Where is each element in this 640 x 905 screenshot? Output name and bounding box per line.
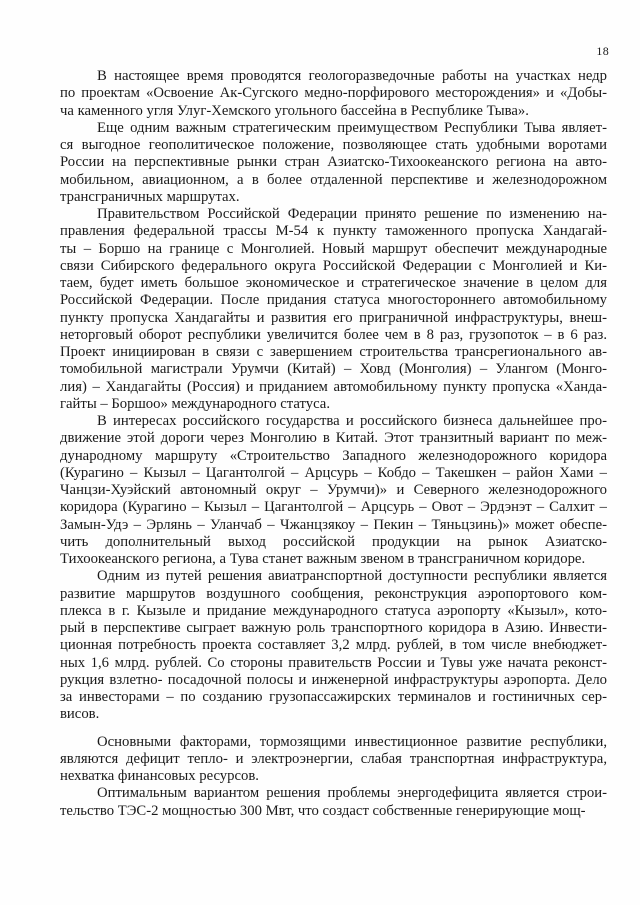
text-line: Российской Федерации. После придания статуса многостороннего автомобильному [60, 292, 607, 309]
text-line: таем, будет иметь большое экономическое и стратегическое значение в целом для [60, 275, 607, 291]
paragraph [60, 568, 607, 723]
text-line: России на перспективные рынки стран Азиатско-Тихоокеанского региона на авто- [60, 154, 607, 171]
paragraph [60, 413, 607, 568]
text-line: (Курагино – Кызыл – Цагантолгой – Арцсурь – Кобдо – Такешкен – район Хами – [60, 464, 607, 481]
page-number: 18 [596, 44, 609, 58]
text-line: Еще одним важным стратегическим преимуществом Республики Тыва являет- [97, 119, 607, 136]
text-line: лия) – Хандагайты (Россия) и приданием автомобильному пункту пропуска «Ханда- [60, 378, 607, 395]
text-line: ты – Боршо на границе с Монголией. Новый маршрут обеспечит международные [60, 240, 607, 257]
paragraph [60, 785, 607, 820]
paragraph [60, 206, 607, 413]
text-line: рукция взлетно- посадочной полосы и инженерной инфраструктуры аэропорта. Дело [60, 671, 607, 688]
text-line: рый в перспективе сыграет важную роль транспортного коридора в Азию. Инвести- [60, 620, 607, 636]
text-line: за инвесторами – по созданию грузопассажирских терминалов и гостиничных сер- [60, 689, 607, 705]
text-line: пункту пропуска Хандагайты и развития его приграничной инфраструктуры, внеш- [60, 309, 607, 326]
body-text [60, 68, 607, 820]
text-line: Правительством Российской Федерации принято решение по изменению на- [97, 206, 607, 222]
text-line: Чанцзи-Хуэйский автономный округ – Урумчи)» и Северного железнодорожного [60, 482, 607, 498]
text-line: томобильной магистрали Урумчи (Китай) – Ховд (Монголия) – Улангом (Монго- [60, 361, 607, 378]
text-line: неторговый оборот республики увеличится более чем в 8 раз, грузопоток – в 6 раз. [60, 326, 607, 343]
text-line: ных 1,6 млрд. рублей. Со стороны правительств России и Тувы уже начата реконст- [60, 654, 607, 671]
text-line: дународному маршруту «Строительство Западного железнодорожного коридора [60, 447, 607, 464]
text-line: тельство ТЭС-2 мощностью 300 Мвт, что создаст собственные генерирующие мощ- [60, 802, 586, 819]
text-line: ционная потребность проекта составляет 3,2 млрд. рублей, в том числе внебюджет- [60, 637, 607, 654]
text-line: по проектам «Освоение Ак-Сугского медно-порфирового месторождения» и «Добы- [60, 85, 607, 102]
text-line: Проект инициирован в связи с завершением строительства трансрегионального ав- [60, 344, 607, 360]
text-line: ся выгодное геополитическое положение, позволяющее стать удобными воротами [60, 137, 607, 153]
paragraph [60, 734, 607, 786]
text-line: Оптимальным вариантом решения проблемы энергодефицита является строи- [97, 785, 607, 802]
text-line: коридора (Курагино – Кызыл – Цагантолгой – Арцсурь – Овот – Эрдэнэт – Салхит – [60, 499, 607, 516]
text-line: гайты – Боршоо» международного статуса. [60, 395, 330, 412]
text-line: висов. [60, 706, 100, 723]
text-line: чить дополнительный выход российской продукции на рынок Азиатско- [60, 533, 607, 550]
text-line: Основными факторами, тормозящими инвестиционное развитие республики, [97, 733, 607, 750]
text-line: ча каменного угля Улуг-Хемского угольного бассейна в Республике Тыва». [60, 102, 529, 119]
text-line: Одним из путей решения авиатранспортной доступности республики является [97, 568, 607, 585]
text-line: правления федеральной трассы М-54 к пункту таможенного пропуска Хандагай- [60, 223, 607, 240]
paragraph [60, 120, 607, 206]
text-line: движение этой дороги через Монголию в Китай. Этот транзитный вариант по меж- [60, 430, 607, 447]
text-line: развитие маршрутов воздушного сообщения, реконструкция аэропортового ком- [60, 585, 607, 602]
text-line: являются дефицит тепло- и электроэнергии, слабая транспортная инфраструктура, [60, 750, 607, 767]
text-line: Замын-Удэ – Эрлянь – Уланчаб – Чжанцзякоу – Пекин – Тяньцзинь)» может обеспе- [60, 516, 607, 533]
text-line: В настоящее время проводятся геологоразведочные работы на участках недр [97, 68, 607, 84]
text-line: плекса в г. Кызыле и придание международного статуса аэропорту «Кызыл», кото- [60, 602, 607, 619]
paragraph [60, 68, 607, 120]
text-line: В интересах российского государства и российского бизнеса дальнейшее про- [97, 413, 607, 429]
text-line: трансграничных маршрутах. [60, 188, 240, 205]
text-line: мобильном, авиационном, а в более отдаленной перспективе и железнодорожном [60, 171, 607, 188]
text-line: связи Сибирского федерального округа Российской Федерации с Монголией и Ки- [60, 257, 607, 274]
text-line: Тихоокеанского региона, а Тува станет важным звеном в трансграничном коридоре. [60, 551, 586, 567]
text-line: нехватка финансовых ресурсов. [60, 768, 259, 784]
